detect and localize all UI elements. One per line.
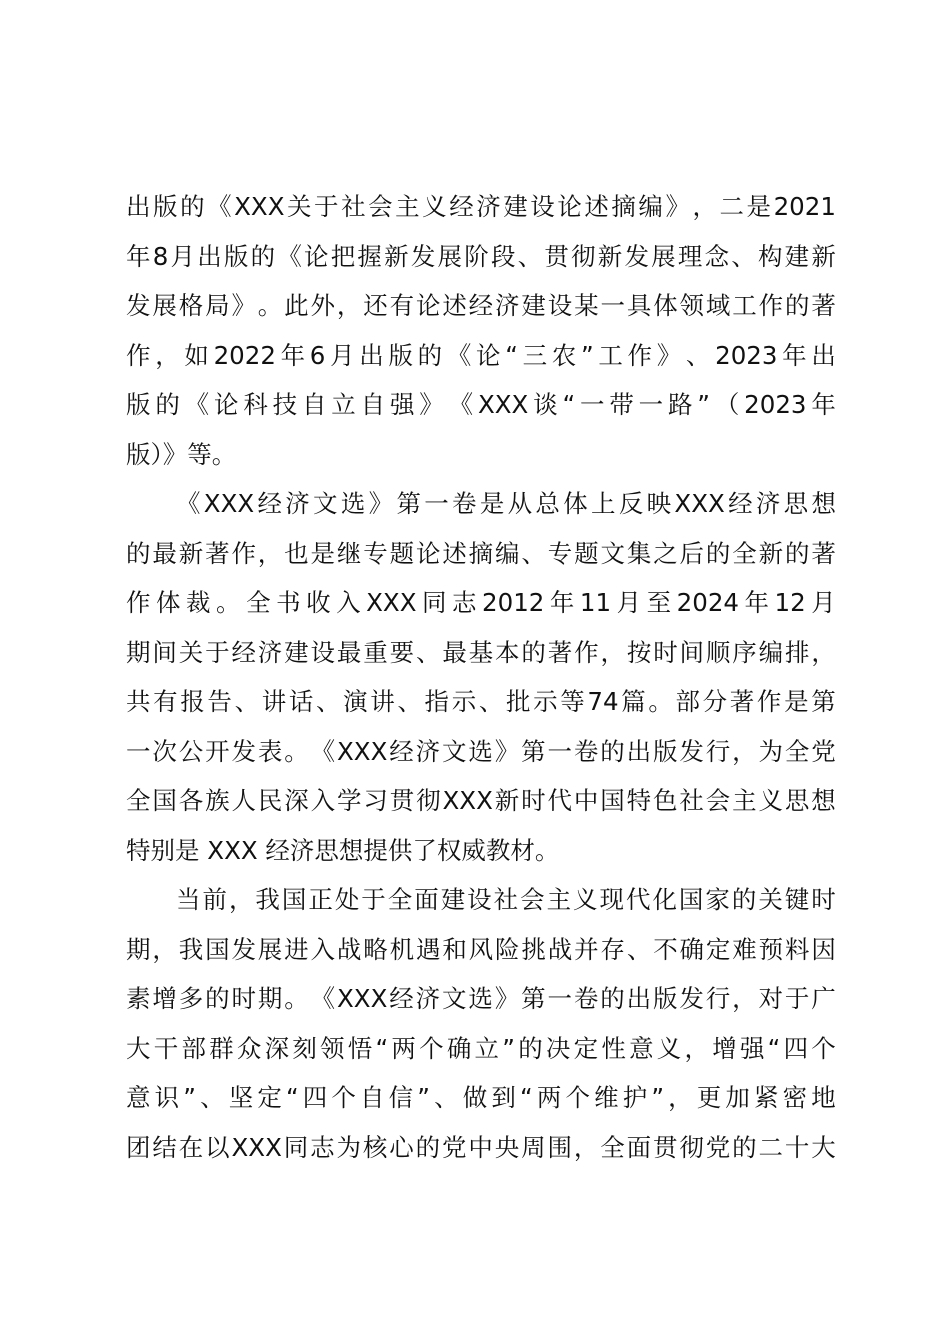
- text-line: 作 ， 如 2022 年 6 月 出 版 的 《 论 “ 三 农 ” 工 作 》 、 2023 年 出: [126, 340, 836, 370]
- text-line: 出 版 的 《 XXX 关 于 社 会 主 义 经 济 建 设 论 述 摘 编 》 ， 二 是 2021: [126, 192, 836, 221]
- text-line: 期 间 关 于 经 济 建 设 最 重 要 、 最 基 本 的 著 作 ， 按 时 间 顺 序 编 排 ，: [126, 637, 836, 667]
- text-line: 作 体 裁 。 全 书 收 入 XXX 同 志 2012 年 11 月 至 2024 年 12 月: [126, 588, 836, 617]
- text-line: 《 XXX 经 济 文 选 》 第 一 卷 是 从 总 体 上 反 映 XXX 经 济 思 想: [176, 489, 836, 518]
- text-line: 版）》等。: [126, 439, 237, 469]
- text-line: 版 的 《 论 科 技 自 立 自 强 》 《 XXX 谈 “ 一 带 一 路 ” （ 2023 年: [126, 390, 836, 419]
- text-line: 团 结 在 以 XXX 同 志 为 核 心 的 党 中 央 周 围 ， 全 面 贯 彻 党 的 二 十 大: [126, 1132, 836, 1162]
- text-line: 特别是 XXX 经济思想提供了权威教材。: [126, 835, 560, 865]
- text-line: 当 前 ， 我 国 正 处 于 全 面 建 设 社 会 主 义 现 代 化 国 家 的 关 键 时: [176, 885, 836, 914]
- text-line: 期 ， 我 国 发 展 进 入 战 略 机 遇 和 风 险 挑 战 并 存 、 不 确 定 难 预 料 因: [126, 934, 836, 964]
- text-line: 素 增 多 的 时 期 。 《 XXX 经 济 文 选 》 第 一 卷 的 出 版 发 行 ， 对 于 广: [126, 984, 836, 1013]
- document-body: [126, 182, 836, 1172]
- text-line: 共 有 报 告 、 讲 话 、 演 讲 、 指 示 、 批 示 等 74 篇 。 部 分 著 作 是 第: [126, 687, 836, 716]
- text-line: 一 次 公 开 发 表 。 《 XXX 经 济 文 选 》 第 一 卷 的 出 版 发 行 ， 为 全 党: [126, 736, 836, 766]
- text-line: 发 展 格 局 》 。 此 外 ， 还 有 论 述 经 济 建 设 某 一 具 体 领 域 工 作 的 著: [126, 291, 836, 320]
- text-line: 全 国 各 族 人 民 深 入 学 习 贯 彻 XXX 新 时 代 中 国 特 色 社 会 主 义 思 想: [126, 786, 836, 815]
- text-line: 年 8 月 出 版 的 《 论 把 握 新 发 展 阶 段 、 贯 彻 新 发 展 理 念 、 构 建 新: [126, 241, 836, 271]
- text-line: 意 识 ” 、 坚 定 “ 四 个 自 信 ” 、 做 到 “ 两 个 维 护 ” ， 更 加 紧 密 地: [126, 1083, 836, 1112]
- text-line: 大 干 部 群 众 深 刻 领 悟 “ 两 个 确 立 ” 的 决 定 性 意 义 ， 增 强 “ 四 个: [126, 1033, 836, 1063]
- text-line: 的 最 新 著 作 ， 也 是 继 专 题 论 述 摘 编 、 专 题 文 集 之 后 的 全 新 的 著: [126, 538, 836, 568]
